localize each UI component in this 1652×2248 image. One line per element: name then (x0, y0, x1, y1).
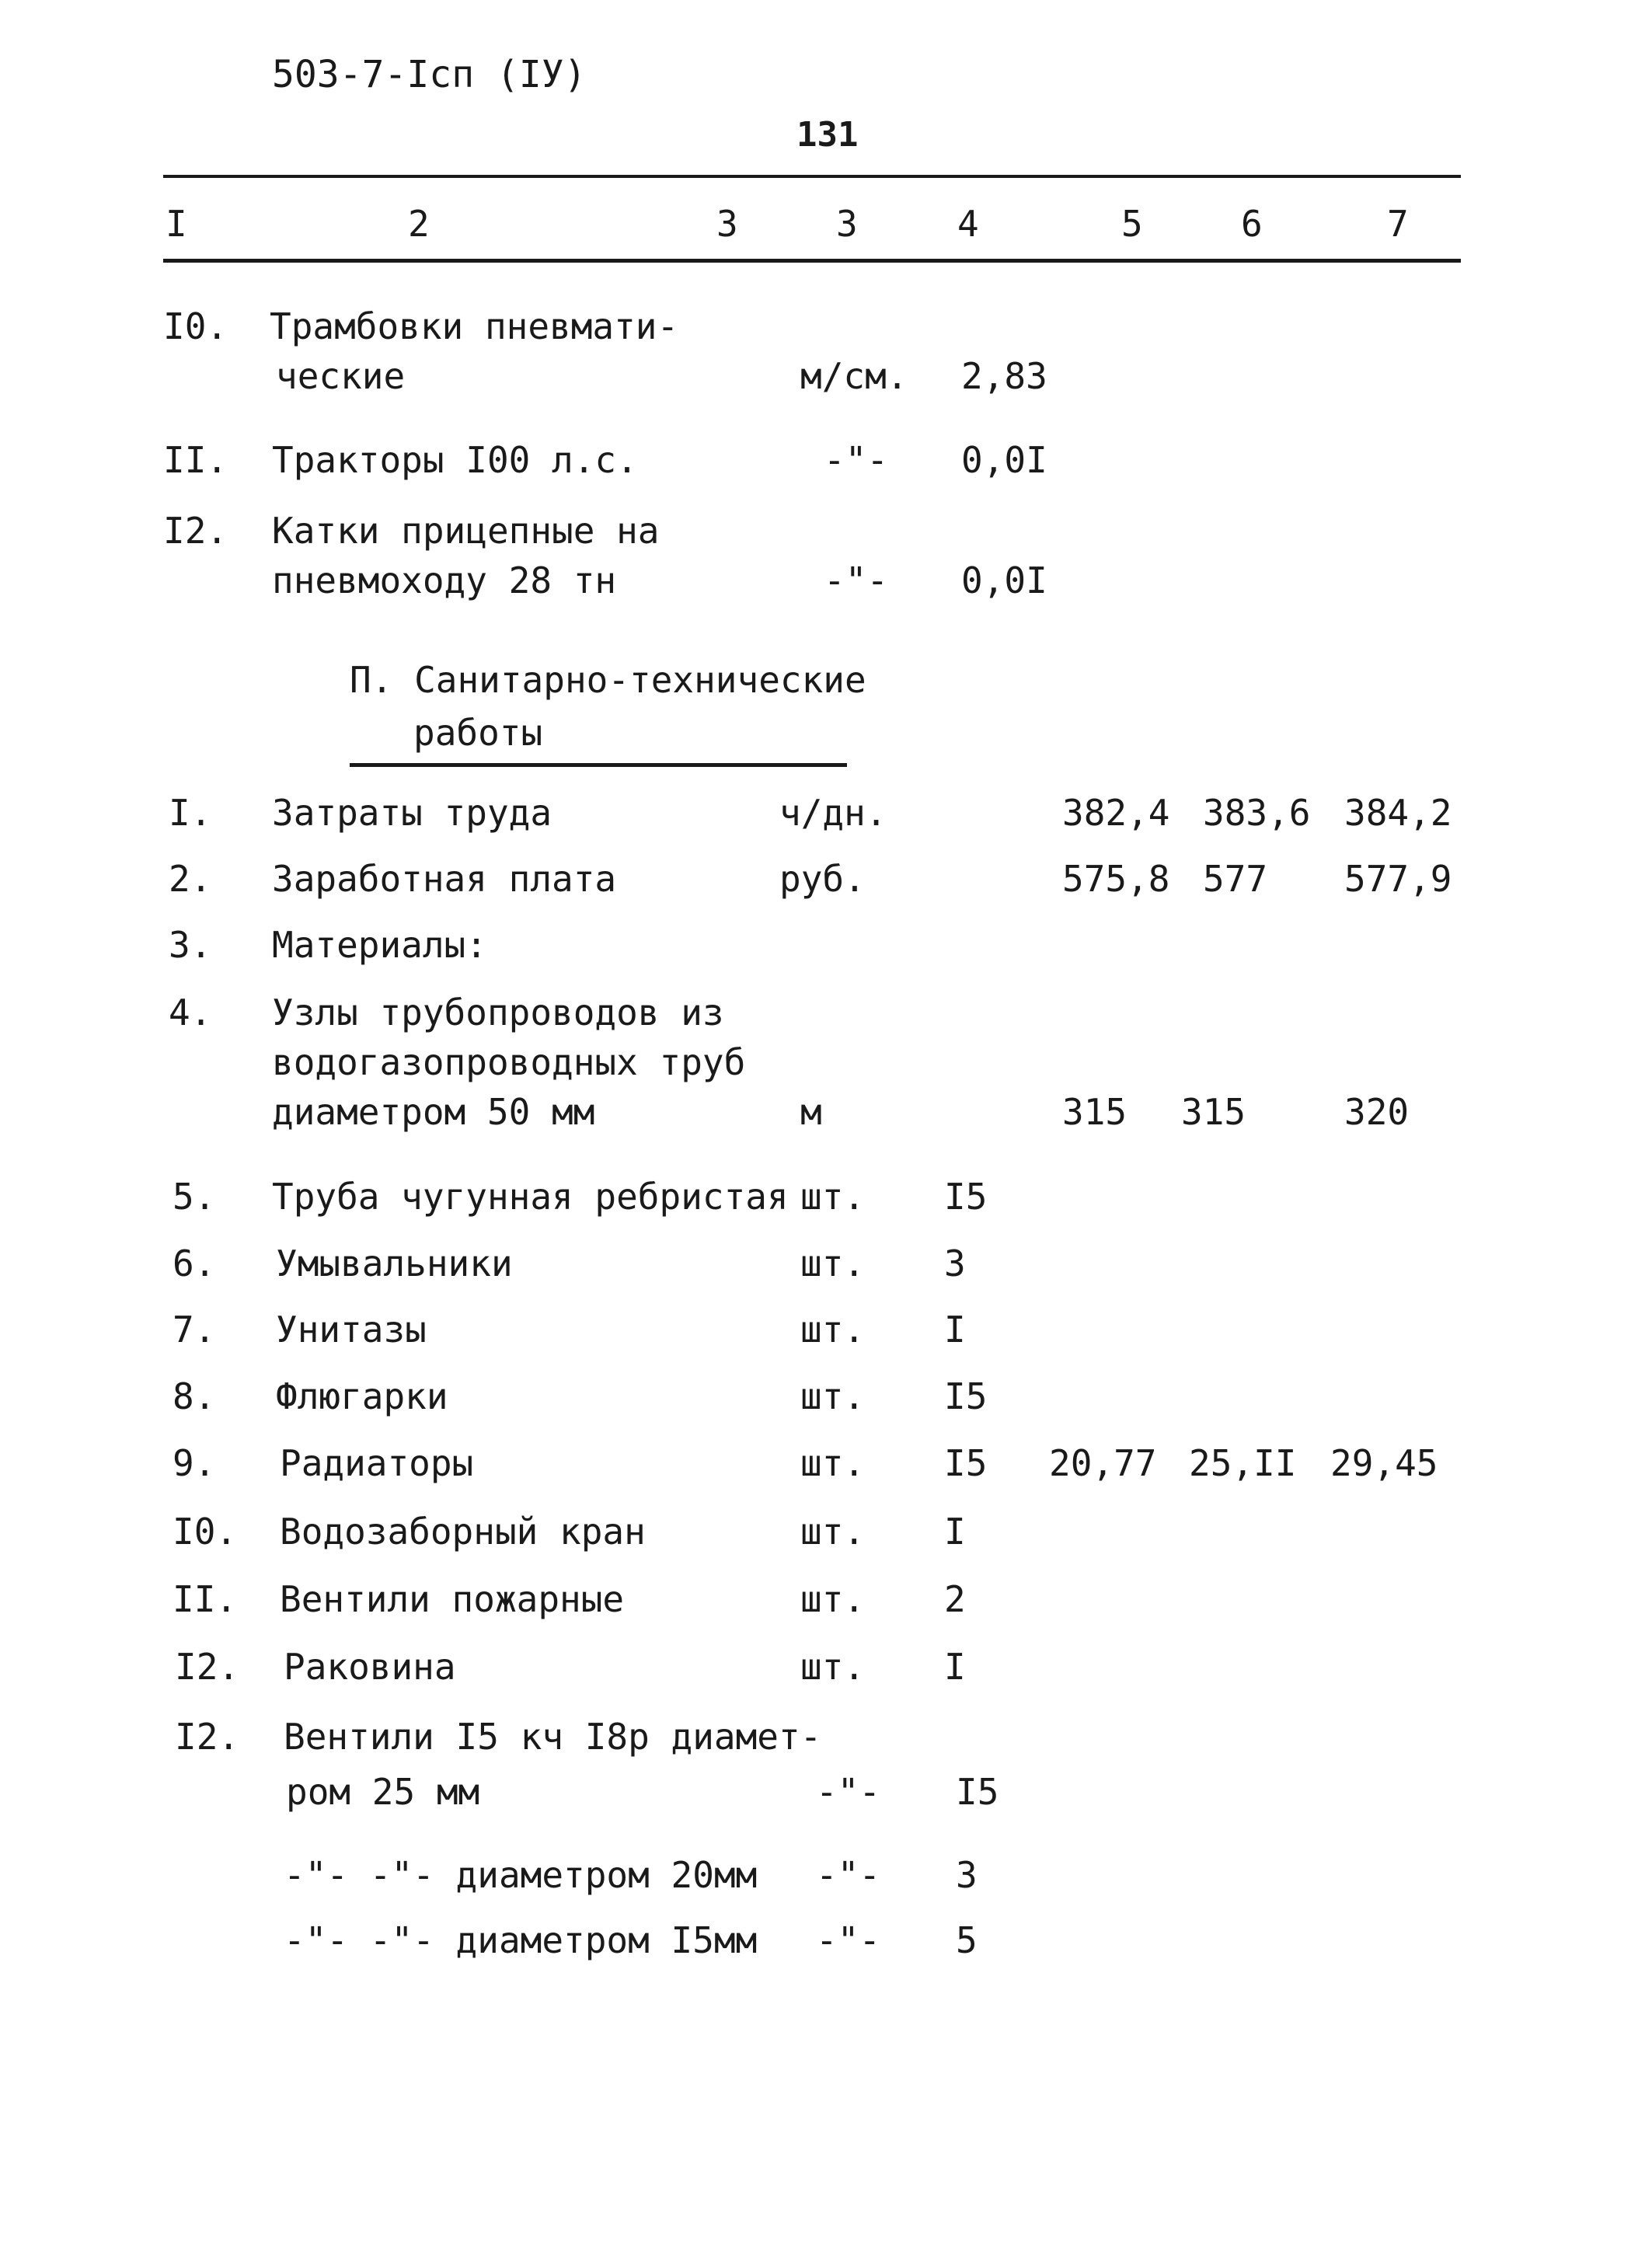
row-number: 7. (173, 1309, 216, 1351)
row-quantity: 2,83 (961, 355, 1047, 397)
col-header-3a: 3 (716, 203, 738, 245)
row-unit: шт. (800, 1375, 866, 1417)
col-header-5: 5 (1121, 203, 1143, 245)
row-name: Заработная плата (272, 858, 617, 900)
row-unit: м/см. (800, 355, 908, 397)
row-name: Тракторы I00 л.с. (272, 439, 638, 481)
col-header-7: 7 (1387, 203, 1409, 245)
page-number: 131 (796, 115, 859, 155)
document-code: 503-7-Iсп (IУ) (272, 53, 587, 96)
row-value-7: 384,2 (1344, 792, 1452, 834)
row-unit: м (800, 1091, 822, 1133)
row-value-6: 315 (1181, 1091, 1246, 1133)
row-unit: -"- (824, 559, 889, 601)
row-name: Катки прицепные на (272, 510, 660, 552)
row-number: 4. (169, 992, 212, 1033)
row-value-7: 577,9 (1344, 858, 1452, 900)
row-value-5: 20,77 (1049, 1442, 1157, 1484)
row-name: Вентили I5 кч I8р диамет- (284, 1716, 822, 1758)
row-number: 2. (169, 858, 212, 900)
row-name: Материалы: (272, 924, 487, 966)
row-name: Радиаторы (280, 1442, 474, 1484)
row-value-5: 575,8 (1062, 858, 1170, 900)
row-number: I2. (175, 1716, 240, 1758)
row-number: I2. (175, 1646, 240, 1688)
row-name: -"- -"- диаметром 20мм (284, 1854, 758, 1896)
row-quantity: I (944, 1309, 966, 1351)
row-quantity: 2 (944, 1578, 966, 1620)
row-quantity: I5 (944, 1442, 988, 1484)
row-value-6: 577 (1203, 858, 1268, 900)
row-number: I0. (163, 305, 228, 347)
row-name: Флюгарки (276, 1375, 448, 1417)
row-unit: шт. (800, 1511, 866, 1553)
row-unit: -"- (816, 1854, 881, 1896)
row-name: диаметром 50 мм (272, 1091, 595, 1133)
row-quantity: I (944, 1511, 966, 1553)
row-quantity: I5 (956, 1771, 999, 1813)
row-value-6: 383,6 (1203, 792, 1311, 834)
row-quantity: I5 (944, 1176, 988, 1218)
row-number: 5. (173, 1176, 216, 1218)
col-header-1: I (166, 203, 187, 245)
row-unit: -"- (816, 1771, 881, 1813)
table-top-rule (163, 175, 1461, 178)
row-name: Труба чугунная ребристая (272, 1176, 789, 1218)
row-unit: руб. (779, 858, 866, 900)
section-title-underline (350, 763, 847, 767)
row-value-5: 382,4 (1062, 792, 1170, 834)
row-value-5: 315 (1062, 1091, 1127, 1133)
col-header-2: 2 (408, 203, 430, 245)
row-value-6: 25,II (1189, 1442, 1297, 1484)
row-value-7: 320 (1344, 1091, 1410, 1133)
row-name: Затраты труда (272, 792, 552, 834)
row-name: пневмоходу 28 тн (272, 559, 617, 601)
row-number: 3. (169, 924, 212, 966)
row-number: I0. (173, 1511, 238, 1553)
table-header-rule (163, 259, 1461, 263)
row-unit: шт. (800, 1309, 866, 1351)
row-unit: -"- (824, 439, 889, 481)
row-unit: шт. (800, 1242, 866, 1284)
row-number: I2. (163, 510, 228, 552)
row-number: 9. (173, 1442, 216, 1484)
row-quantity: 0,0I (961, 559, 1047, 601)
row-name: ческие (276, 355, 406, 397)
row-unit: ч/дн. (779, 792, 887, 834)
row-name: Узлы трубопроводов из (272, 992, 724, 1033)
row-number: 8. (173, 1375, 216, 1417)
row-number: I. (169, 792, 212, 834)
row-name: -"- -"- диаметром I5мм (284, 1919, 758, 1961)
section-title: работы (413, 712, 543, 754)
row-quantity: 5 (956, 1919, 978, 1961)
col-header-6: 6 (1241, 203, 1263, 245)
row-name: Трамбовки пневмати- (270, 305, 679, 347)
row-quantity: I (944, 1646, 966, 1688)
row-number: II. (163, 439, 228, 481)
row-number: 6. (173, 1242, 216, 1284)
row-name: ром 25 мм (286, 1771, 480, 1813)
row-unit: шт. (800, 1442, 866, 1484)
row-name: Раковина (284, 1646, 456, 1688)
row-unit: -"- (816, 1919, 881, 1961)
row-quantity: 3 (944, 1242, 966, 1284)
row-quantity: 3 (956, 1854, 978, 1896)
row-name: Водозаборный кран (280, 1511, 646, 1553)
row-unit: шт. (800, 1646, 866, 1688)
row-number: II. (173, 1578, 238, 1620)
col-header-3b: 3 (836, 203, 858, 245)
row-name: Унитазы (276, 1309, 427, 1351)
row-name: Умывальники (276, 1242, 513, 1284)
row-unit: шт. (800, 1578, 866, 1620)
section-title: П. Санитарно-технические (350, 659, 866, 701)
row-name: водогазопроводных труб (272, 1041, 746, 1083)
row-value-7: 29,45 (1330, 1442, 1438, 1484)
col-header-4: 4 (957, 203, 979, 245)
row-name: Вентили пожарные (280, 1578, 625, 1620)
row-quantity: 0,0I (961, 439, 1047, 481)
row-unit: шт. (800, 1176, 866, 1218)
row-quantity: I5 (944, 1375, 988, 1417)
